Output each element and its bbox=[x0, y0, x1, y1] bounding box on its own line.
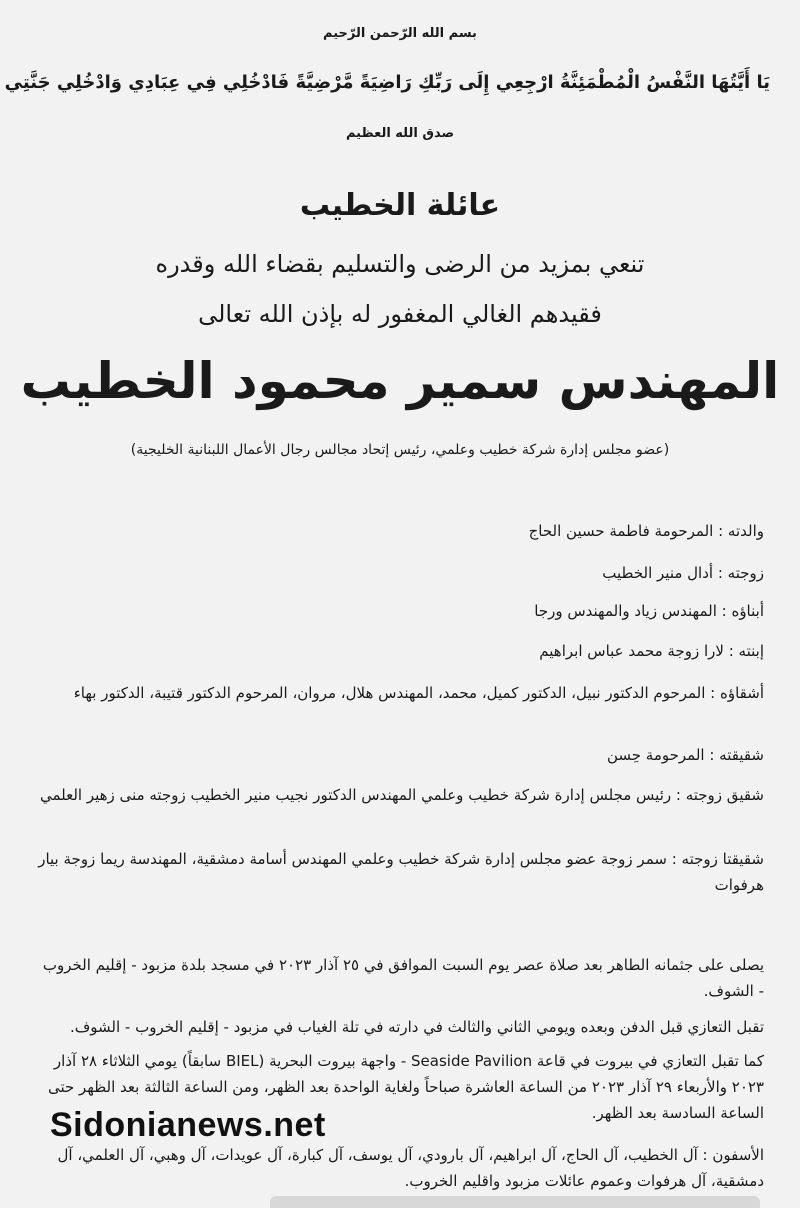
relative-sons: أبناؤه : المهندس زياد والمهندس ورجا bbox=[534, 602, 764, 620]
relative-wife: زوجته : أدال منير الخطيب bbox=[602, 564, 764, 582]
beirut-condolences-note: كما تقبل التعازي في بيروت في قاعة Seaside Pavilion - واجهة بيروت البحرية (BIEL سابقاً) يومي الثلاثاء ٢٨ آذار ٢٠٢٣ والأربعاء ٢٩ آذار ٢٠٢٣ من الساعة العاشرة صباحاً ولغاية الواحدة بعد الظهر، ومن الساعة الثالثة بعد الظهر حتى الساعة السادسة بعد الظهر. bbox=[47, 1052, 764, 1122]
announce-line-2: فقيدهم الغالي المغفور له بإذن الله تعالى bbox=[198, 300, 602, 328]
funeral-prayer-note: يصلى على جثمانه الطاهر بعد صلاة عصر يوم السبت الموافق في ٢٥ آذار ٢٠٢٣ في مسجد بلدة مزبود - إقليم الخروب - الشوف. bbox=[42, 956, 764, 1000]
relative-daughter: إبنته : لارا زوجة محمد عباس ابراهيم bbox=[539, 642, 764, 660]
announce-line-1: تنعي بمزيد من الرضى والتسليم بقضاء الله وقدره bbox=[155, 250, 645, 278]
family-heading: عائلة الخطيب bbox=[299, 188, 501, 223]
condolences-note: تقبل التعازي قبل الدفن وبعده ويومي الثاني والثالث في دارته في تلة الغياب في مزبود - إقليم الخروب - الشوف. bbox=[69, 1018, 764, 1036]
quran-verse: يَا أَيَّتُهَا النَّفْسُ الْمُطْمَئِنَّةُ ارْجِعِي إِلَى رَبِّكِ رَاضِيَةً مَّرْضِيَّةً فَادْخُلِي فِي عِبَادِي وَادْخُلِي جَنَّتِي bbox=[4, 72, 770, 93]
relative-wife-sisters: شقيقتا زوجته : سمر زوجة عضو مجلس إدارة شركة خطيب وعلمي المهندس أسامة دمشقية، المهندسة ريما زوجة بيار هرفوات bbox=[38, 850, 764, 894]
home-indicator-bar bbox=[270, 1196, 760, 1208]
relative-sister: شقيقته : المرحومة حِسن bbox=[606, 746, 764, 764]
relative-brothers: أشقاؤه : المرحوم الدكتور نبيل، الدكتور كميل، محمد، المهندس هلال، مروان، المرحوم الدكتور قتيبة، الدكتور بهاء bbox=[73, 684, 764, 702]
sadaq-line: صدق الله العظيم bbox=[345, 126, 455, 141]
watermark-logo: Sidonianews.net bbox=[50, 1106, 326, 1144]
deceased-role: (عضو مجلس إدارة شركة خطيب وعلمي، رئيس إتحاد مجالس رجال الأعمال اللبنانية الخليجية) bbox=[130, 442, 670, 458]
basmala: بسم الله الرّحمن الرّحيم bbox=[323, 26, 477, 41]
mourners-note: الأسفون : آل الخطيب، آل الحاج، آل ابراهيم، آل بارودي، آل يوسف، آل كبارة، آل عويدات، آل وهبي، آل العلمي، آل دمشقية، آل هرفوات وعموم عائلات مزبود واقليم الخروب. bbox=[57, 1146, 764, 1190]
relative-wife-brother: شقيق زوجته : رئيس مجلس إدارة شركة خطيب وعلمي المهندس الدكتور نجيب منير الخطيب زوجته منى زهير العلمي bbox=[39, 786, 764, 804]
deceased-name: المهندس سمير محمود الخطيب bbox=[20, 352, 780, 410]
relative-mother: والدته : المرحومة فاطمة حسين الحاج bbox=[528, 522, 764, 540]
